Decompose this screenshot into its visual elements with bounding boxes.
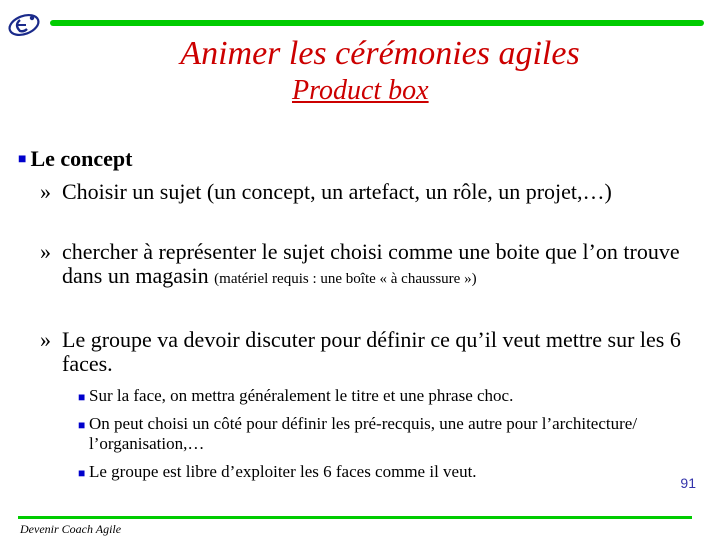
sub-bullet-text: Le groupe est libre d’exploiter les 6 faces comme il veut. xyxy=(89,462,477,481)
square-bullet-icon: ■ xyxy=(78,418,86,432)
sub-bullet-item xyxy=(78,386,678,406)
sub-bullet-text: On peut choisi un côté pour définir les pré-recquis, une autre pour l’architecture/ l’organisation,… xyxy=(89,414,638,453)
bullet-marker: » xyxy=(40,239,51,264)
bullet-item-note: (matériel requis : une boîte « à chaussure ») xyxy=(214,271,477,287)
slide-subtitle: Product box xyxy=(292,75,429,106)
slide-title: Animer les cérémonies agiles xyxy=(180,35,580,72)
bullet-item-text: Choisir un sujet (un concept, un artefact, un rôle, un projet,…) xyxy=(62,179,612,204)
bullet-level1-text: Le concept xyxy=(30,146,133,171)
bullet-item xyxy=(40,240,700,291)
sub-bullet-item xyxy=(78,414,678,454)
bullet-item xyxy=(40,180,700,204)
square-bullet-icon: ■ xyxy=(78,466,86,480)
footer-accent-line xyxy=(18,516,692,519)
square-bullet-icon: ■ xyxy=(78,390,86,404)
bullet-item-text: chercher à représenter le sujet choisi comme une boite que l’on trouve dans un magasin xyxy=(62,239,680,288)
bullet-marker: » xyxy=(40,327,51,352)
header-accent-bar xyxy=(50,20,704,26)
bullet-level1 xyxy=(18,146,133,173)
sub-bullet-item xyxy=(78,462,678,482)
sub-bullet-text: Sur la face, on mettra généralement le titre et une phrase choc. xyxy=(89,386,514,405)
bullet-item xyxy=(40,328,700,376)
square-bullet-icon: ■ xyxy=(18,152,27,167)
page-number: 91 xyxy=(680,475,696,491)
bullet-item-text: Le groupe va devoir discuter pour définir ce qu’il veut mettre sur les 6 faces. xyxy=(62,327,681,376)
footer-label: Devenir Coach Agile xyxy=(20,522,122,536)
bullet-marker: » xyxy=(40,179,51,204)
